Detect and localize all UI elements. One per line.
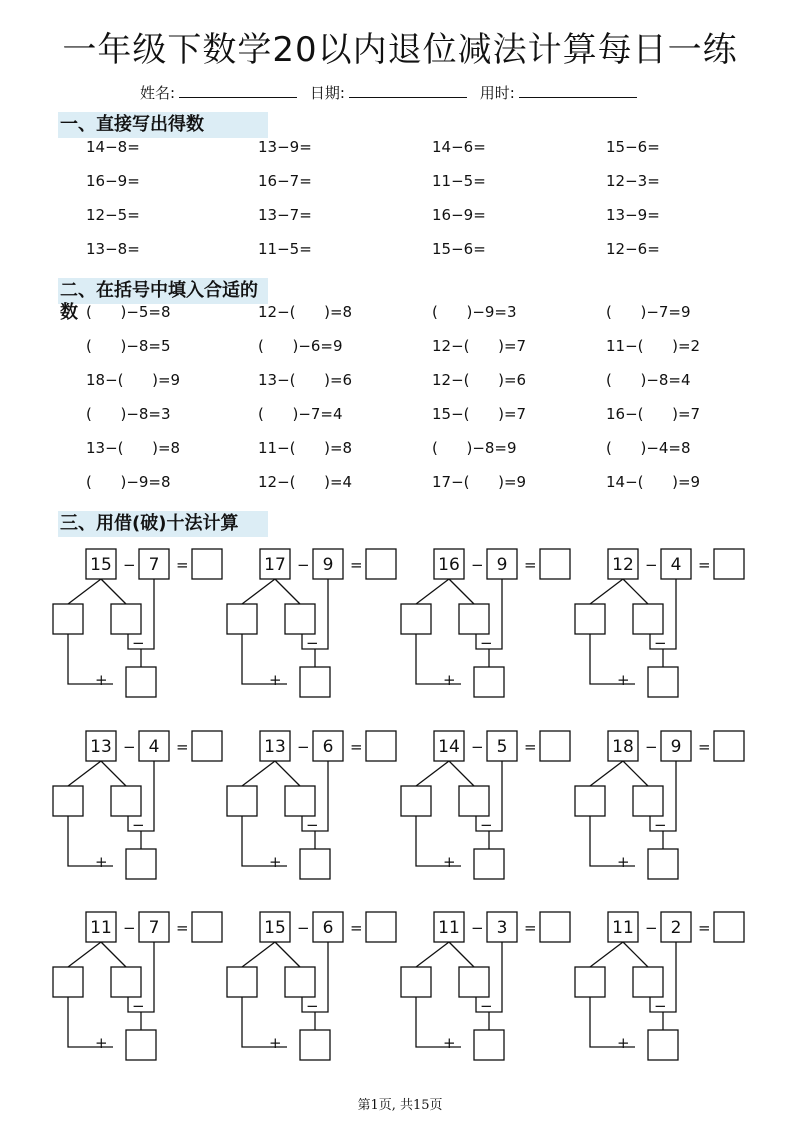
minus-sign: − bbox=[297, 738, 310, 756]
section-1-title: 一、直接写出得数 bbox=[58, 112, 268, 138]
minus-sign: − bbox=[471, 556, 484, 574]
minus-sign: − bbox=[123, 919, 136, 937]
split-box-left[interactable] bbox=[227, 967, 257, 997]
exercise-item[interactable]: 16−9= bbox=[86, 172, 140, 190]
branch-line bbox=[416, 761, 449, 786]
branch-line bbox=[275, 579, 300, 604]
equals-sign: = bbox=[524, 556, 537, 574]
equals-sign: = bbox=[350, 556, 363, 574]
section-2-row bbox=[0, 405, 800, 429]
exercise-item[interactable]: 11−5= bbox=[258, 240, 312, 258]
plus-sign: + bbox=[95, 853, 108, 871]
exercise-item[interactable]: 13−9= bbox=[606, 206, 660, 224]
exercise-item[interactable]: 12−( )=8 bbox=[258, 303, 353, 321]
decomposition-tree bbox=[606, 728, 746, 888]
subtrahend-value: 7 bbox=[148, 918, 160, 938]
exercise-item[interactable]: 12−6= bbox=[606, 240, 660, 258]
minus-sign: − bbox=[654, 997, 667, 1015]
exercise-item[interactable]: 16−7= bbox=[258, 172, 312, 190]
result-box[interactable] bbox=[300, 667, 330, 697]
section-2-title: 二、在括号中填入合适的数 bbox=[58, 278, 268, 304]
result-box[interactable] bbox=[474, 667, 504, 697]
section-2-row bbox=[0, 303, 800, 327]
minuend-value: 12 bbox=[612, 555, 634, 575]
plus-sign: + bbox=[95, 671, 108, 689]
equals-sign: = bbox=[176, 556, 189, 574]
exercise-item[interactable]: 17−( )=9 bbox=[432, 473, 527, 491]
result-box[interactable] bbox=[474, 1030, 504, 1060]
branch-line bbox=[275, 942, 300, 967]
decomposition-tree bbox=[84, 728, 224, 888]
exercise-item[interactable]: ( )−5=8 bbox=[86, 303, 171, 321]
decomposition-tree bbox=[258, 728, 398, 888]
decomposition-tree bbox=[432, 909, 572, 1069]
minuend-value: 14 bbox=[438, 737, 460, 757]
subtrahend-value: 9 bbox=[322, 555, 334, 575]
result-box[interactable] bbox=[648, 1030, 678, 1060]
subtrahend-value: 4 bbox=[148, 737, 160, 757]
branch-line bbox=[590, 942, 623, 967]
split-box-left[interactable] bbox=[575, 786, 605, 816]
subtrahend-value: 9 bbox=[496, 555, 508, 575]
branch-line bbox=[416, 579, 449, 604]
time-blank[interactable] bbox=[519, 83, 637, 98]
exercise-item[interactable]: 15−6= bbox=[606, 138, 660, 156]
minus-sign: − bbox=[297, 919, 310, 937]
minuend-value: 16 bbox=[438, 555, 460, 575]
exercise-item[interactable]: ( )−7=4 bbox=[258, 405, 343, 423]
answer-box[interactable] bbox=[540, 549, 570, 579]
exercise-item[interactable]: ( )−4=8 bbox=[606, 439, 691, 457]
section-2-row bbox=[0, 439, 800, 463]
minuend-value: 13 bbox=[90, 737, 112, 757]
exercise-item[interactable]: 18−( )=9 bbox=[86, 371, 181, 389]
section-2-row bbox=[0, 473, 800, 497]
plus-sign: + bbox=[617, 1034, 630, 1052]
answer-box[interactable] bbox=[366, 912, 396, 942]
exercise-item[interactable]: 13−( )=6 bbox=[258, 371, 353, 389]
branch-line bbox=[449, 579, 474, 604]
minus-sign: − bbox=[132, 634, 145, 652]
branch-line bbox=[242, 761, 275, 786]
result-box[interactable] bbox=[300, 1030, 330, 1060]
exercise-item[interactable]: ( )−8=9 bbox=[432, 439, 517, 457]
minus-sign: − bbox=[480, 816, 493, 834]
equals-sign: = bbox=[350, 919, 363, 937]
branch-line bbox=[623, 761, 648, 786]
branch-line bbox=[242, 942, 275, 967]
subtrahend-value: 2 bbox=[670, 918, 682, 938]
minus-sign: − bbox=[654, 634, 667, 652]
exercise-item[interactable]: 12−( )=4 bbox=[258, 473, 353, 491]
minuend-value: 11 bbox=[90, 918, 112, 938]
exercise-item[interactable]: ( )−8=4 bbox=[606, 371, 691, 389]
section-1-row bbox=[0, 138, 800, 162]
subtrahend-value: 4 bbox=[670, 555, 682, 575]
answer-box[interactable] bbox=[714, 912, 744, 942]
minus-sign: − bbox=[654, 816, 667, 834]
branch-line bbox=[101, 579, 126, 604]
plus-sign: + bbox=[269, 671, 282, 689]
result-box[interactable] bbox=[648, 667, 678, 697]
answer-box[interactable] bbox=[714, 549, 744, 579]
decomposition-tree bbox=[432, 728, 572, 888]
date-blank[interactable] bbox=[349, 83, 467, 98]
name-label: 姓名: bbox=[140, 84, 176, 102]
name-blank[interactable] bbox=[179, 83, 297, 98]
branch-line bbox=[449, 942, 474, 967]
branch-line bbox=[68, 942, 101, 967]
minus-sign: − bbox=[306, 997, 319, 1015]
split-box-left[interactable] bbox=[401, 786, 431, 816]
section-1-row bbox=[0, 172, 800, 196]
minuend-value: 18 bbox=[612, 737, 634, 757]
result-box[interactable] bbox=[300, 849, 330, 879]
decomposition-tree bbox=[84, 546, 224, 706]
exercise-item[interactable]: 12−3= bbox=[606, 172, 660, 190]
minus-sign: − bbox=[645, 919, 658, 937]
split-box-left[interactable] bbox=[53, 967, 83, 997]
plus-sign: + bbox=[617, 853, 630, 871]
decomposition-tree bbox=[258, 909, 398, 1069]
plus-sign: + bbox=[443, 671, 456, 689]
minus-sign: − bbox=[480, 634, 493, 652]
minuend-value: 11 bbox=[438, 918, 460, 938]
equals-sign: = bbox=[350, 738, 363, 756]
split-box-left[interactable] bbox=[53, 604, 83, 634]
section-2-row bbox=[0, 337, 800, 361]
branch-line bbox=[275, 761, 300, 786]
branch-line bbox=[68, 579, 101, 604]
split-box-left[interactable] bbox=[575, 967, 605, 997]
plus-sign: + bbox=[95, 1034, 108, 1052]
section-1-row bbox=[0, 206, 800, 230]
split-box-left[interactable] bbox=[227, 786, 257, 816]
exercise-item[interactable]: 11−( )=2 bbox=[606, 337, 701, 355]
equals-sign: = bbox=[698, 738, 711, 756]
minus-sign: − bbox=[645, 738, 658, 756]
result-box[interactable] bbox=[126, 1030, 156, 1060]
split-box-left[interactable] bbox=[401, 604, 431, 634]
branch-line bbox=[449, 761, 474, 786]
exercise-item[interactable]: ( )−9=8 bbox=[86, 473, 171, 491]
plus-sign: + bbox=[443, 853, 456, 871]
minuend-value: 17 bbox=[264, 555, 286, 575]
exercise-item[interactable]: 12−( )=7 bbox=[432, 337, 527, 355]
branch-line bbox=[101, 761, 126, 786]
exercise-item[interactable]: 11−( )=8 bbox=[258, 439, 353, 457]
page-footer: 第1页, 共15页 bbox=[357, 1098, 443, 1113]
answer-box[interactable] bbox=[192, 912, 222, 942]
exercise-item[interactable]: 16−9= bbox=[432, 206, 486, 224]
result-box[interactable] bbox=[126, 849, 156, 879]
branch-line bbox=[623, 942, 648, 967]
student-info-line bbox=[140, 82, 645, 103]
answer-box[interactable] bbox=[192, 731, 222, 761]
subtrahend-value: 9 bbox=[670, 737, 682, 757]
equals-sign: = bbox=[524, 919, 537, 937]
split-box-left[interactable] bbox=[227, 604, 257, 634]
result-box[interactable] bbox=[126, 667, 156, 697]
exercise-item[interactable]: 14−( )=9 bbox=[606, 473, 701, 491]
decomposition-tree bbox=[84, 909, 224, 1069]
equals-sign: = bbox=[698, 556, 711, 574]
exercise-item[interactable]: ( )−9=3 bbox=[432, 303, 517, 321]
subtrahend-value: 6 bbox=[322, 918, 334, 938]
branch-line bbox=[590, 579, 623, 604]
answer-box[interactable] bbox=[366, 549, 396, 579]
exercise-item[interactable]: 11−5= bbox=[432, 172, 486, 190]
exercise-item[interactable]: 13−9= bbox=[258, 138, 312, 156]
minus-sign: − bbox=[480, 997, 493, 1015]
subtrahend-value: 6 bbox=[322, 737, 334, 757]
minuend-value: 15 bbox=[264, 918, 286, 938]
plus-sign: + bbox=[269, 853, 282, 871]
minus-sign: − bbox=[132, 997, 145, 1015]
minuend-value: 13 bbox=[264, 737, 286, 757]
answer-box[interactable] bbox=[540, 912, 570, 942]
result-box[interactable] bbox=[648, 849, 678, 879]
branch-line bbox=[242, 579, 275, 604]
exercise-item[interactable]: ( )−8=5 bbox=[86, 337, 171, 355]
plus-sign: + bbox=[269, 1034, 282, 1052]
equals-sign: = bbox=[524, 738, 537, 756]
exercise-item[interactable]: 12−( )=6 bbox=[432, 371, 527, 389]
answer-box[interactable] bbox=[192, 549, 222, 579]
exercise-item[interactable]: 13−( )=8 bbox=[86, 439, 181, 457]
minuend-value: 15 bbox=[90, 555, 112, 575]
branch-line bbox=[101, 942, 126, 967]
exercise-item[interactable]: 15−( )=7 bbox=[432, 405, 527, 423]
minus-sign: − bbox=[297, 556, 310, 574]
minuend-value: 11 bbox=[612, 918, 634, 938]
exercise-item[interactable]: ( )−6=9 bbox=[258, 337, 343, 355]
section-1-row bbox=[0, 240, 800, 264]
branch-line bbox=[68, 761, 101, 786]
branch-line bbox=[623, 579, 648, 604]
subtrahend-value: 7 bbox=[148, 555, 160, 575]
answer-box[interactable] bbox=[540, 731, 570, 761]
exercise-item[interactable]: 15−6= bbox=[432, 240, 486, 258]
decomposition-tree bbox=[606, 546, 746, 706]
exercise-item[interactable]: 14−8= bbox=[86, 138, 140, 156]
minus-sign: − bbox=[123, 738, 136, 756]
answer-box[interactable] bbox=[366, 731, 396, 761]
plus-sign: + bbox=[443, 1034, 456, 1052]
page-title: 一年级下数学20以内退位减法计算每日一练 bbox=[62, 30, 738, 70]
result-box[interactable] bbox=[474, 849, 504, 879]
section-2-row bbox=[0, 371, 800, 395]
minus-sign: − bbox=[132, 816, 145, 834]
split-box-left[interactable] bbox=[575, 604, 605, 634]
branch-line bbox=[416, 942, 449, 967]
exercise-item[interactable]: 14−6= bbox=[432, 138, 486, 156]
decomposition-tree bbox=[258, 546, 398, 706]
equals-sign: = bbox=[176, 738, 189, 756]
exercise-item[interactable]: ( )−7=9 bbox=[606, 303, 691, 321]
minus-sign: − bbox=[306, 634, 319, 652]
time-label: 用时: bbox=[479, 84, 515, 102]
exercise-item[interactable]: 16−( )=7 bbox=[606, 405, 701, 423]
equals-sign: = bbox=[176, 919, 189, 937]
split-box-left[interactable] bbox=[53, 786, 83, 816]
subtrahend-value: 5 bbox=[496, 737, 508, 757]
minus-sign: − bbox=[306, 816, 319, 834]
date-label: 日期: bbox=[309, 84, 345, 102]
equals-sign: = bbox=[698, 919, 711, 937]
section-3-title: 三、用借(破)十法计算 bbox=[58, 511, 268, 537]
minus-sign: − bbox=[471, 919, 484, 937]
exercise-item[interactable]: ( )−8=3 bbox=[86, 405, 171, 423]
exercise-item[interactable]: 13−8= bbox=[86, 240, 140, 258]
exercise-item[interactable]: 12−5= bbox=[86, 206, 140, 224]
answer-box[interactable] bbox=[714, 731, 744, 761]
decomposition-tree bbox=[432, 546, 572, 706]
split-box-left[interactable] bbox=[401, 967, 431, 997]
minus-sign: − bbox=[123, 556, 136, 574]
decomposition-tree bbox=[606, 909, 746, 1069]
plus-sign: + bbox=[617, 671, 630, 689]
branch-line bbox=[590, 761, 623, 786]
minus-sign: − bbox=[471, 738, 484, 756]
exercise-item[interactable]: 13−7= bbox=[258, 206, 312, 224]
minus-sign: − bbox=[645, 556, 658, 574]
subtrahend-value: 3 bbox=[496, 918, 508, 938]
